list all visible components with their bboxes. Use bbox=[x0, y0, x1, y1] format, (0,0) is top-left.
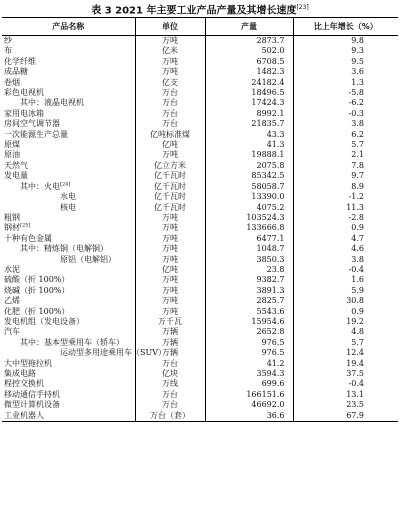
product-name: 水泥 bbox=[4, 264, 20, 274]
quantity-cell: 58058.7 bbox=[205, 182, 293, 192]
product-name-cell bbox=[2, 140, 135, 150]
quantity-cell: 1482.3 bbox=[205, 67, 293, 77]
quantity-cell: 18496.5 bbox=[205, 88, 293, 98]
table-row bbox=[2, 369, 398, 379]
table-row bbox=[2, 88, 398, 98]
header-unit: 单位 bbox=[135, 18, 205, 36]
product-name: 发电机组（发电设备） bbox=[4, 316, 84, 326]
product-name: 烧碱（折 100%） bbox=[4, 285, 70, 295]
unit-cell: 亿千瓦时 bbox=[135, 203, 205, 213]
footnote-ref: [24] bbox=[60, 181, 71, 188]
product-name-cell bbox=[2, 317, 135, 327]
product-name: 微型计算机设备 bbox=[4, 400, 60, 410]
quantity-cell: 8992.1 bbox=[205, 109, 293, 119]
table-row bbox=[2, 213, 398, 223]
product-name: 运动型多用途乘用车（SUV） bbox=[60, 348, 166, 358]
table-row bbox=[2, 130, 398, 140]
table-row bbox=[2, 317, 398, 327]
product-name-cell bbox=[2, 161, 135, 171]
product-name: 发电量 bbox=[4, 171, 28, 181]
product-name-cell bbox=[2, 348, 166, 358]
table-row bbox=[2, 57, 398, 67]
quantity-cell: 2652.8 bbox=[205, 327, 293, 337]
unit-cell: 亿吨 bbox=[135, 265, 205, 275]
product-name: 移动通信手持机 bbox=[4, 389, 60, 399]
product-name-cell bbox=[2, 379, 135, 389]
product-name: 集成电路 bbox=[4, 369, 36, 378]
table-row bbox=[2, 234, 398, 244]
footnote-ref: [25] bbox=[20, 222, 31, 229]
product-name-cell bbox=[2, 359, 135, 369]
unit-cell: 万吨 bbox=[135, 255, 205, 265]
product-name: 天然气 bbox=[4, 160, 28, 170]
unit-cell: 万线 bbox=[135, 379, 205, 389]
unit-cell: 万吨 bbox=[135, 213, 205, 223]
table-row bbox=[2, 192, 398, 202]
table-row bbox=[2, 244, 398, 254]
table-row bbox=[2, 275, 398, 285]
quantity-cell: 41.3 bbox=[205, 140, 293, 150]
unit-cell: 万吨 bbox=[135, 36, 205, 47]
growth-cell: -5.8 bbox=[348, 88, 364, 98]
growth-cell: 19.2 bbox=[346, 316, 364, 326]
product-name: 其中：基本型乘用车（轿车） bbox=[20, 337, 124, 347]
product-name: 十种有色金属 bbox=[4, 233, 52, 243]
table-row bbox=[2, 203, 398, 213]
unit-cell: 万吨 bbox=[135, 150, 205, 160]
product-name: 硫酸（折 100%） bbox=[4, 275, 70, 285]
unit-cell: 亿立方米 bbox=[135, 161, 205, 171]
growth-cell: 3.8 bbox=[351, 254, 364, 264]
product-name-cell bbox=[2, 390, 135, 400]
table-row bbox=[2, 327, 398, 337]
growth-cell: -0.4 bbox=[348, 379, 364, 389]
quantity-cell: 502.0 bbox=[205, 46, 293, 56]
growth-cell: 19.4 bbox=[346, 358, 364, 368]
table-row bbox=[2, 379, 398, 389]
product-name-cell bbox=[2, 411, 135, 422]
product-name: 大中型拖拉机 bbox=[4, 358, 52, 368]
unit-cell: 万吨 bbox=[135, 244, 205, 254]
product-name: 程控交换机 bbox=[4, 379, 44, 389]
quantity-cell: 46692.0 bbox=[205, 400, 293, 410]
quantity-cell: 5543.6 bbox=[205, 307, 293, 317]
product-name: 卷烟 bbox=[4, 77, 20, 87]
product-name-cell bbox=[2, 286, 135, 296]
unit-cell: 亿支 bbox=[135, 78, 205, 88]
unit-cell: 万吨 bbox=[135, 57, 205, 67]
quantity-cell: 19888.1 bbox=[205, 150, 293, 160]
product-name-cell bbox=[2, 400, 135, 410]
growth-cell: -1.2 bbox=[348, 192, 364, 202]
product-name-cell bbox=[2, 109, 135, 119]
product-name: 原油 bbox=[4, 150, 20, 160]
growth-cell: 13.1 bbox=[346, 389, 364, 399]
product-name: 家用电冰箱 bbox=[4, 108, 44, 118]
table-row bbox=[2, 338, 398, 348]
product-name: 水电 bbox=[60, 192, 76, 202]
table-row bbox=[2, 296, 398, 306]
product-name: 其中：液晶电视机 bbox=[20, 98, 84, 108]
quantity-cell: 2825.7 bbox=[205, 296, 293, 306]
quantity-cell: 699.6 bbox=[205, 379, 293, 389]
product-name-cell bbox=[2, 244, 135, 254]
table-row bbox=[2, 286, 398, 296]
table-row bbox=[2, 255, 398, 265]
table-row bbox=[2, 307, 398, 317]
growth-cell: 67.9 bbox=[293, 411, 398, 422]
product-name: 房间空气调节器 bbox=[4, 119, 60, 129]
unit-cell: 万吨 bbox=[135, 234, 205, 244]
unit-cell: 万吨 bbox=[135, 223, 205, 233]
growth-cell: 5.7 bbox=[351, 140, 364, 150]
table-row bbox=[2, 140, 398, 150]
quantity-cell: 3594.3 bbox=[205, 369, 293, 379]
table-row bbox=[2, 400, 398, 410]
product-name-cell bbox=[2, 223, 135, 233]
quantity-cell: 6708.5 bbox=[205, 57, 293, 67]
quantity-cell: 133666.8 bbox=[205, 223, 293, 233]
product-name: 汽车 bbox=[4, 327, 20, 337]
product-name-cell bbox=[2, 57, 135, 67]
growth-cell: 4.7 bbox=[351, 233, 364, 243]
product-name: 布 bbox=[4, 46, 12, 56]
quantity-cell: 17424.3 bbox=[205, 98, 293, 108]
table-row bbox=[2, 98, 398, 108]
growth-cell: 1.6 bbox=[351, 275, 364, 285]
product-name: 原铝（电解铝） bbox=[60, 254, 116, 264]
product-name-cell bbox=[2, 98, 135, 108]
table-row bbox=[2, 182, 398, 192]
growth-cell: 37.5 bbox=[346, 369, 364, 378]
unit-cell: 万吨 bbox=[135, 307, 205, 317]
growth-cell: 30.8 bbox=[346, 296, 364, 306]
unit-cell: 万台 bbox=[135, 119, 205, 129]
unit-cell: 万台 bbox=[135, 109, 205, 119]
unit-cell: 万台 bbox=[135, 88, 205, 98]
unit-cell: 万台 bbox=[135, 400, 205, 410]
quantity-cell: 2075.8 bbox=[205, 161, 293, 171]
table-row bbox=[2, 390, 398, 400]
quantity-cell: 3850.3 bbox=[205, 255, 293, 265]
product-name: 一次能源生产总量 bbox=[4, 129, 68, 139]
growth-cell: 4.6 bbox=[351, 244, 364, 254]
product-name: 工业机器人 bbox=[4, 410, 44, 420]
growth-cell: 9.5 bbox=[351, 56, 364, 66]
table-title-text: 表 3 2021 年主要工业产品产量及其增长速度 bbox=[91, 5, 297, 17]
growth-cell: -0.4 bbox=[348, 264, 364, 274]
growth-cell: 9.7 bbox=[351, 171, 364, 181]
growth-cell: 9.8 bbox=[351, 36, 364, 45]
product-name: 其中：精炼铜（电解铜） bbox=[20, 244, 108, 254]
product-name: 粗钢 bbox=[4, 212, 20, 222]
quantity-cell: 976.5 bbox=[205, 338, 293, 348]
quantity-cell: 36.6 bbox=[205, 411, 293, 422]
unit-cell: 亿吨 bbox=[135, 140, 205, 150]
unit-cell: 万辆 bbox=[135, 338, 205, 348]
table-row bbox=[2, 109, 398, 119]
table-title bbox=[0, 0, 400, 16]
header-product-name: 产品名称 bbox=[2, 18, 135, 36]
table-row bbox=[2, 78, 398, 88]
quantity-cell: 13390.0 bbox=[205, 192, 293, 202]
product-name-cell bbox=[2, 275, 135, 285]
product-name: 化学纤维 bbox=[4, 56, 36, 66]
unit-cell: 万吨 bbox=[135, 67, 205, 77]
product-name-cell bbox=[2, 369, 135, 379]
quantity-cell: 1048.7 bbox=[205, 244, 293, 254]
production-table bbox=[2, 17, 398, 422]
product-name-cell bbox=[2, 182, 135, 192]
product-name-cell bbox=[2, 327, 135, 337]
product-name-cell bbox=[2, 88, 135, 98]
table-row bbox=[2, 36, 398, 47]
quantity-cell: 2873.7 bbox=[205, 36, 293, 47]
product-name-cell bbox=[2, 46, 135, 56]
unit-cell: 万台 bbox=[135, 98, 205, 108]
unit-cell: 万吨 bbox=[135, 296, 205, 306]
growth-cell: 2.1 bbox=[351, 150, 364, 160]
growth-cell: 6.2 bbox=[351, 129, 364, 139]
product-name-cell bbox=[2, 296, 135, 306]
growth-cell: -0.3 bbox=[348, 108, 364, 118]
growth-cell: 0.9 bbox=[351, 223, 364, 233]
unit-cell: 亿千瓦时 bbox=[135, 182, 205, 192]
growth-cell: 5.7 bbox=[351, 337, 364, 347]
growth-cell: 4.8 bbox=[351, 327, 364, 337]
product-name-cell bbox=[2, 203, 135, 213]
table-row bbox=[2, 119, 398, 129]
growth-cell: 12.4 bbox=[346, 348, 364, 358]
header-row bbox=[2, 18, 398, 36]
table-row bbox=[2, 161, 398, 171]
product-name: 成品糖 bbox=[4, 67, 28, 77]
table-row bbox=[2, 359, 398, 369]
product-name: 核电 bbox=[60, 202, 76, 212]
unit-cell: 万吨 bbox=[135, 286, 205, 296]
product-name-cell bbox=[2, 255, 135, 265]
quantity-cell: 23.8 bbox=[205, 265, 293, 275]
product-name-cell bbox=[2, 150, 135, 160]
product-name-cell bbox=[2, 307, 135, 317]
product-name-cell bbox=[2, 130, 135, 140]
quantity-cell: 85342.5 bbox=[205, 171, 293, 181]
unit-cell: 万台（套） bbox=[135, 411, 205, 422]
quantity-cell: 15954.6 bbox=[205, 317, 293, 327]
header-growth: 比上年增长（%） bbox=[293, 18, 398, 36]
unit-cell: 万辆 bbox=[135, 327, 205, 337]
growth-cell: 7.8 bbox=[351, 160, 364, 170]
growth-cell: 5.9 bbox=[351, 285, 364, 295]
table-row bbox=[2, 46, 398, 56]
growth-cell: 0.9 bbox=[351, 306, 364, 316]
table-title-footnote: [23] bbox=[296, 4, 309, 11]
table-row bbox=[2, 67, 398, 77]
table-row bbox=[2, 348, 398, 358]
quantity-cell: 3891.3 bbox=[205, 286, 293, 296]
quantity-cell: 166151.6 bbox=[205, 390, 293, 400]
growth-cell: 23.5 bbox=[346, 400, 364, 410]
product-name-cell bbox=[2, 119, 135, 129]
product-name-cell bbox=[2, 192, 135, 202]
table-row bbox=[2, 265, 398, 275]
product-name-cell bbox=[2, 67, 135, 77]
unit-cell: 万台 bbox=[135, 390, 205, 400]
quantity-cell: 103524.3 bbox=[205, 213, 293, 223]
product-name-cell bbox=[2, 36, 135, 47]
unit-cell: 万台 bbox=[135, 359, 205, 369]
quantity-cell: 43.3 bbox=[205, 130, 293, 140]
growth-cell: 9.3 bbox=[351, 46, 364, 56]
product-name: 原煤 bbox=[4, 140, 20, 150]
product-name: 彩色电视机 bbox=[4, 88, 44, 98]
quantity-cell: 21835.7 bbox=[205, 119, 293, 129]
growth-cell: -6.2 bbox=[348, 98, 364, 108]
product-name: 其中：火电 bbox=[20, 181, 60, 191]
unit-cell: 亿千瓦时 bbox=[135, 192, 205, 202]
product-name-cell bbox=[2, 265, 135, 275]
unit-cell: 亿块 bbox=[135, 369, 205, 379]
table-row bbox=[2, 150, 398, 160]
product-name: 乙烯 bbox=[4, 296, 20, 306]
growth-cell: 3.6 bbox=[351, 67, 364, 77]
unit-cell: 亿米 bbox=[135, 46, 205, 56]
table-row bbox=[2, 223, 398, 233]
table-row bbox=[2, 411, 398, 422]
product-name-cell bbox=[2, 78, 135, 88]
quantity-cell: 6477.1 bbox=[205, 234, 293, 244]
product-name: 钢材 bbox=[4, 223, 20, 233]
product-name-cell bbox=[2, 234, 135, 244]
quantity-cell: 24182.4 bbox=[205, 78, 293, 88]
quantity-cell: 976.5 bbox=[205, 348, 293, 358]
unit-cell: 万吨 bbox=[135, 275, 205, 285]
unit-cell: 万千瓦 bbox=[135, 317, 205, 327]
quantity-cell: 4075.2 bbox=[205, 203, 293, 213]
product-name-cell bbox=[2, 338, 135, 348]
quantity-cell: 9382.7 bbox=[205, 275, 293, 285]
product-name: 化肥（折 100%） bbox=[4, 306, 70, 316]
quantity-cell: 41.2 bbox=[205, 359, 293, 369]
growth-cell: 1.3 bbox=[351, 77, 364, 87]
unit-cell: 亿吨标准煤 bbox=[135, 130, 205, 140]
header-quantity: 产量 bbox=[205, 18, 293, 36]
product-name: 纱 bbox=[4, 36, 12, 45]
unit-cell: 亿千瓦时 bbox=[135, 171, 205, 181]
growth-cell: 3.8 bbox=[351, 119, 364, 129]
unit-cell: 万辆 bbox=[135, 348, 205, 358]
growth-cell: -2.8 bbox=[348, 212, 364, 222]
growth-cell: 8.9 bbox=[351, 181, 364, 191]
growth-cell: 11.3 bbox=[346, 202, 364, 212]
